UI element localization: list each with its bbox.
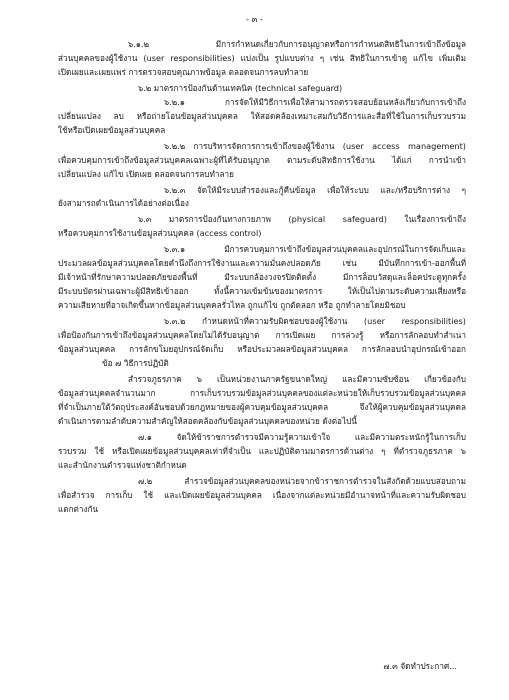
text-line: รวบรวม ใช้ หรือเปิดเผยข้อมูลส่วนบุคคลเท่าที่จำเป็น และปฏิบัติตามมาตรการด้านต่าง ๆ ที่ตำรวจภูธรภาค ๖ [58, 445, 466, 456]
text-line: แตกต่างกัน [58, 503, 99, 514]
text-line: ๖.๓.๒ กำหนดหน้าที่ความรับผิดชอบของผู้ใช้งาน (user responsibilities) [164, 316, 466, 327]
text-line: ๖.๒.๓ จัดให้มีระบบสำรองและกู้คืนข้อมูล เพื่อให้ระบบ และ/หรือบริการต่าง ๆ [164, 184, 466, 195]
text-line: ที่จำเป็นภายใต้วัตถุประสงค์อันชอบด้วยกฎหมายของผู้ควบคุมข้อมูลส่วนบุคคล จึงให้ผู้ควบคุมข้อมูลส่วนบุคคล [58, 401, 466, 412]
page-number: - ๓ - [245, 14, 264, 24]
text-line: เพื่อควบคุมการเข้าถึงข้อมูลส่วนบุคคลเฉพาะผู้ที่ได้รับอนุญาต ตามระดับสิทธิการใช้งาน ได้แก่ การนำเข้า [58, 154, 466, 165]
text-line: ดำเนินการตามลำดับความสำคัญให้สอดคล้องกับข้อมูลส่วนบุคคลของหน่วย ดังต่อไปนี้ [58, 415, 357, 426]
text-line: เพื่อสำรวจ การเก็บ ใช้ และเปิดเผยข้อมูลส่วนบุคคล เนื่องจากแต่ละหน่วยมีอำนาจหน้าที่และความรับผิดชอบ [58, 489, 466, 500]
text-line: ๖.๓.๑ มีการควบคุมการเข้าถึงข้อมูลส่วนบุคคลและอุปกรณ์ในการจัดเก็บและ [164, 244, 466, 255]
text-line: ข้อ ๗ วิธีการปฏิบัติ [102, 357, 169, 368]
document-body [58, 38, 466, 516]
text-line: มีเจ้าหน้าที่รักษาความปลอดภัยของพื้นที่ มีระบบกล้องวงจรปิดติดตั้ง มีการล็อบวัสดุและล็อคประตูทุกครั้ง [58, 272, 466, 283]
text-line: เปิดเผยและเผยแพร่ การตรวจสอบคุณภาพข้อมูล ตลอดจนการลบทำลาย [58, 66, 309, 77]
text-line: ๖.๑.๒ มีการกำหนดเกี่ยวกับการอนุญาตหรือการกำหนดสิทธิในการเข้าถึงข้อมูล [128, 39, 466, 49]
text-line: มีระบบบัตรผ่านเฉพาะผู้มีสิทธิเข้าออก ทั้งนี้ความเข้มข้นของมาตรการ ให้เป็นไปตามระดับความเสี่ยงหรือ [58, 286, 466, 297]
text-line: ส่วนบุคคลของผู้ใช้งาน (user responsibilities) แบ่งเป็น รูปแบบต่าง ๆ เช่น สิทธิในการเข้าดู แก้ไข เพิ่มเติม [58, 52, 466, 63]
text-line: เพื่อป้องกันการเข้าถึงข้อมูลส่วนบุคคลโดยไม่ได้รับอนุญาต การเปิดเผย การล่วงรู้ หรือการลักลอบทำสำเนา [58, 330, 466, 341]
text-line: ๖.๒.๒ การบริหารจัดการการเข้าถึงของผู้ใช้งาน (user access management) [164, 140, 466, 151]
text-line: หรือควบคุมการใช้งานข้อมูลส่วนบุคคล (access control) [58, 228, 262, 239]
text-line: ความเสียหายที่อาจเกิดขึ้นหากข้อมูลส่วนบุคคลรั่วไหล ถูกแก้ไข ถูกตัดลอก หรือ ถูกทำลายโดยมิชอบ [58, 300, 406, 311]
text-line: ประมวลผลข้อมูลส่วนบุคคลโดยคำนึงถึงการใช้งานและความมั่นคงปลอดภัย เช่น มีบันทึกการเข้า-ออกพื้นที่ [58, 258, 466, 269]
text-line: ๖.๒.๑ การจัดให้มีวิธีการเพื่อให้สามารถตรวจสอบย้อนหลังเกี่ยวกับการเข้าถึง [164, 96, 466, 107]
text-line: ๗.๒ สำรวจข้อมูลส่วนบุคคลของหน่วยจากข้าราชการตำรวจในสังกัดด้วยแบบสอบถาม [138, 475, 466, 486]
text-line: ใช้หรือเปิดเผยข้อมูลส่วนบุคคล [58, 124, 166, 135]
text-line: สำรวจภูธรภาค ๖ เป็นหน่วยงานภาครัฐขนาดใหญ่ และมีความซับซ้อน เกี่ยวข้องกับ [128, 373, 466, 384]
text-line: ๗.๑ จัดให้ข้าราชการตำรวจมีความรู้ความเข้าใจ และมีความตระหนักรู้ในการเก็บ [138, 431, 466, 442]
text-line: ยังสามารถดำเนินการได้อย่างต่อเนื่อง [58, 198, 189, 209]
text-line: เปลี่ยนแปลง แก้ไข เปิดเผย ตลอดจนการลบทำลาย [58, 168, 234, 179]
text-line: ๖.๒ มาตรการป้องกันด้านเทคนิค (technical safeguard) [138, 82, 343, 93]
text-line: เปลี่ยนแปลง ลบ หรือถ่ายโอนข้อมูลส่วนบุคคล ให้สอดคล้องเหมาะสมกับวิธีการและสื่อที่ใช้ในการเก็บรวบรวม [58, 110, 466, 121]
text-line: ข้อมูลส่วนบุคคล การลักขโมยอุปกรณ์จัดเก็บ หรือประมวลผลข้อมูลส่วนบุคคล การลักลอบนำอุปกรณ์เข้าออก [58, 344, 466, 355]
text-line: และสำนักงานตำรวจแห่งชาติกำหนด [58, 459, 187, 470]
text-line: ๖.๓ มาตรการป้องกันทางกายภาพ (physical safeguard) ในเรื่องการเข้าถึง [138, 214, 466, 225]
text-line: ข้อมูลส่วนบุคคลจำนวนมาก การเก็บรวบรวมข้อมูลส่วนบุคคลของแต่ละหน่วยให้เก็บรวบรวมข้อมูลส่วนบุคคล [58, 387, 466, 398]
continuation-footer: ๗.๓ จัดทำประกาศ... [383, 661, 457, 671]
